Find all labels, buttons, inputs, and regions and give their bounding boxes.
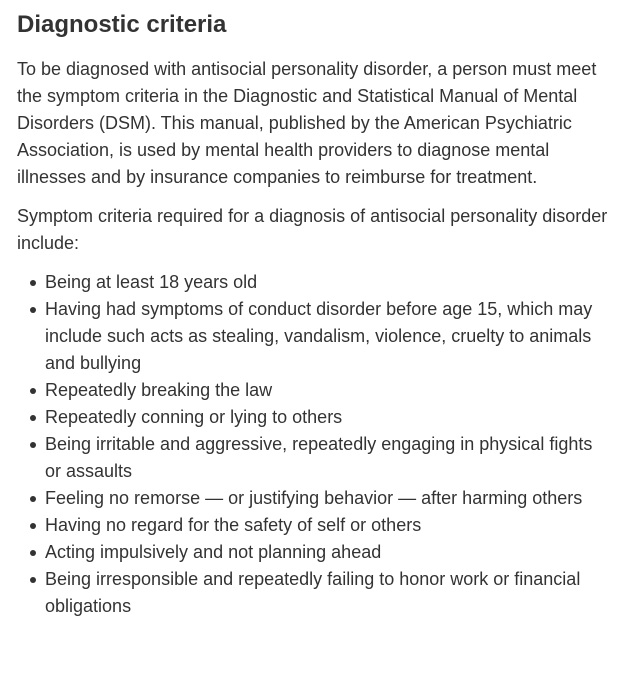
bullet-icon [30, 496, 36, 502]
list-item-text: Repeatedly breaking the law [45, 380, 273, 400]
list-item [17, 539, 611, 566]
intro-paragraph: To be diagnosed with antisocial personality disorder, a person must meet the symptom criteria in the Diagnostic and Statistical Manual of Mental Disorders (DSM). This manual, published by the American Psychiatric Association, is used by mental health providers to diagnose mental illnesses and by insurance companies to reimburse for treatment. [17, 59, 597, 187]
bullet-icon [30, 523, 36, 529]
list-item-text: Being at least 18 years old [45, 272, 258, 292]
list-item [17, 404, 611, 431]
bullet-icon [30, 550, 36, 556]
list-item [17, 296, 611, 377]
list-item-text: Having no regard for the safety of self or others [45, 515, 422, 535]
bullet-icon [30, 307, 36, 313]
list-item [17, 377, 611, 404]
bullet-icon [30, 442, 36, 448]
bullet-icon [30, 415, 36, 421]
criteria-lead-paragraph: Symptom criteria required for a diagnosis of antisocial personality disorder include: [17, 206, 608, 253]
list-item-text: Acting impulsively and not planning ahead [45, 542, 382, 562]
list-item-text: Repeatedly conning or lying to others [45, 407, 343, 427]
bullet-icon [30, 388, 36, 394]
list-item [17, 269, 611, 296]
section-heading: Diagnostic criteria [17, 11, 227, 38]
list-item [17, 485, 611, 512]
criteria-list [17, 269, 611, 620]
bullet-icon [30, 577, 36, 583]
list-item-text: Being irresponsible and repeatedly failing to honor work or financial obligations [45, 569, 581, 616]
bullet-icon [30, 280, 36, 286]
list-item-text: Being irritable and aggressive, repeatedly engaging in physical fights or assaults [45, 434, 593, 481]
list-item-text: Feeling no remorse — or justifying behavior — after harming others [45, 488, 583, 508]
list-item [17, 431, 611, 485]
list-item [17, 512, 611, 539]
list-item [17, 566, 611, 620]
list-item-text: Having had symptoms of conduct disorder before age 15, which may include such acts as stealing, vandalism, violence, cruelty to animals and bullying [45, 299, 593, 373]
